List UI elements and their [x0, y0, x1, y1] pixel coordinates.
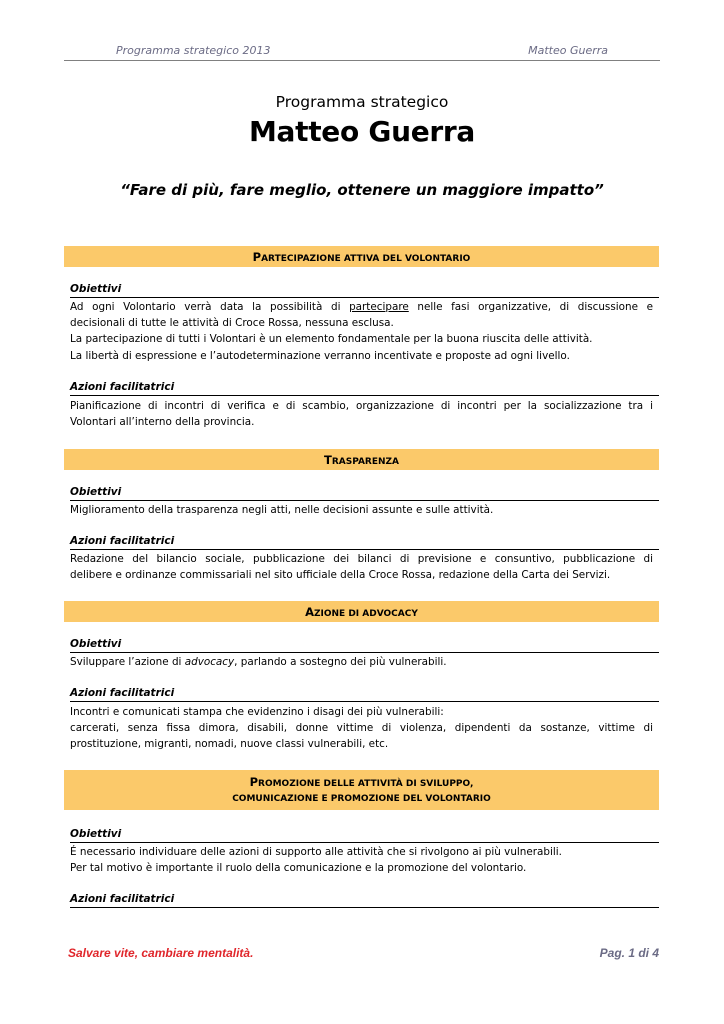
azioni-label: Azioni facilitatrici: [70, 893, 659, 908]
section-heading-text: PARTECIPAZIONE ATTIVA DEL VOLONTARIO: [252, 250, 471, 264]
azioni-label: Azioni facilitatrici: [70, 687, 659, 702]
obiettivi-text: [70, 654, 653, 670]
azioni-label: Azioni facilitatrici: [70, 535, 659, 550]
header-right: Matteo Guerra: [528, 44, 608, 57]
text-line: La partecipazione di tutti i Volontari è un elemento fondamentale per la buona riuscita delle attività.: [70, 333, 593, 346]
section-heading-advocacy: [64, 601, 659, 622]
page-header: [64, 44, 660, 61]
text-line: Ad ogni Volontario verrà data la possibilità di partecipare nelle fasi organizzative, di discussione e: [70, 301, 653, 313]
azioni-text: [70, 551, 653, 583]
obiettivi-label: Obiettivi: [70, 828, 659, 843]
obiettivi-text: [70, 844, 653, 876]
section-heading-text: AZIONE DI ADVOCACY: [305, 605, 418, 619]
page-footer: [64, 946, 659, 962]
text-line: carcerati, senza fissa dimora, disabili, donne vittime di violenza, dipendenti da sostanze, vittime di: [70, 722, 653, 735]
motto: “Fare di più, fare meglio, ottenere un maggiore impatto”: [120, 181, 604, 199]
footer-slogan: Salvare vite, cambiare mentalità.: [68, 946, 254, 960]
text-line: La libertà di espressione e l’autodeterminazione verranno incentivate e proposte ad ogni livello.: [70, 349, 570, 362]
pre-title: Programma strategico: [275, 93, 449, 111]
text-line: Sviluppare l’azione di advocacy, parlando a sostegno dei più vulnerabili.: [70, 656, 447, 668]
section-heading-text: PROMOZIONE DELLE ATTIVITÀ DI SVILUPPO,: [249, 775, 474, 789]
text-line: É necessario individuare delle azioni di supporto alle attività che si rivolgono ai più vulnerabili.: [70, 846, 562, 858]
text-line: Incontri e comunicati stampa che evidenzino i disagi dei più vulnerabili:: [70, 706, 444, 718]
text-line: Miglioramento della trasparenza negli atti, nelle decisioni assunte e sulle attività.: [70, 504, 494, 516]
text-line: delibere e ordinanze commissariali nel sito ufficiale della Croce Rossa, redazione della Carta dei Servizi.: [70, 569, 611, 582]
text-line: prostituzione, migranti, nomadi, nuove classi vulnerabili, etc.: [70, 738, 389, 751]
page-title: Matteo Guerra: [248, 115, 476, 148]
obiettivi-label: Obiettivi: [70, 486, 659, 501]
text-line: Redazione del bilancio sociale, pubblicazione dei bilanci di previsione e consuntivo, pubblicazione di: [70, 553, 653, 565]
azioni-text: [70, 704, 653, 753]
text-line: decisionali di tutte le attività di Croce Rossa, nessuna esclusa.: [70, 317, 394, 330]
obiettivi-text: [70, 502, 653, 518]
text-line: Pianificazione di incontri di verifica e di scambio, organizzazione di incontri per la socializzazione tra i: [70, 400, 653, 412]
header-left: Programma strategico 2013: [116, 44, 271, 57]
obiettivi-label: Obiettivi: [70, 283, 659, 298]
obiettivi-label: Obiettivi: [70, 638, 659, 653]
section-heading-text: TRASPARENZA: [323, 453, 400, 467]
text-line: Per tal motivo è importante il ruolo della comunicazione e la promozione del volontario.: [70, 862, 527, 875]
obiettivi-text: [70, 299, 653, 364]
section-heading-promozione: [64, 770, 659, 810]
section-heading-text-2: COMUNICAZIONE E PROMOZIONE DEL VOLONTARIO: [232, 794, 491, 804]
text-line: Volontari all’interno della provincia.: [70, 416, 255, 429]
section-heading-partecipazione: [64, 246, 659, 267]
azioni-text: [70, 398, 653, 430]
section-heading-trasparenza: [64, 449, 659, 470]
page-number: Pag. 1 di 4: [599, 946, 659, 960]
azioni-label: Azioni facilitatrici: [70, 381, 659, 396]
